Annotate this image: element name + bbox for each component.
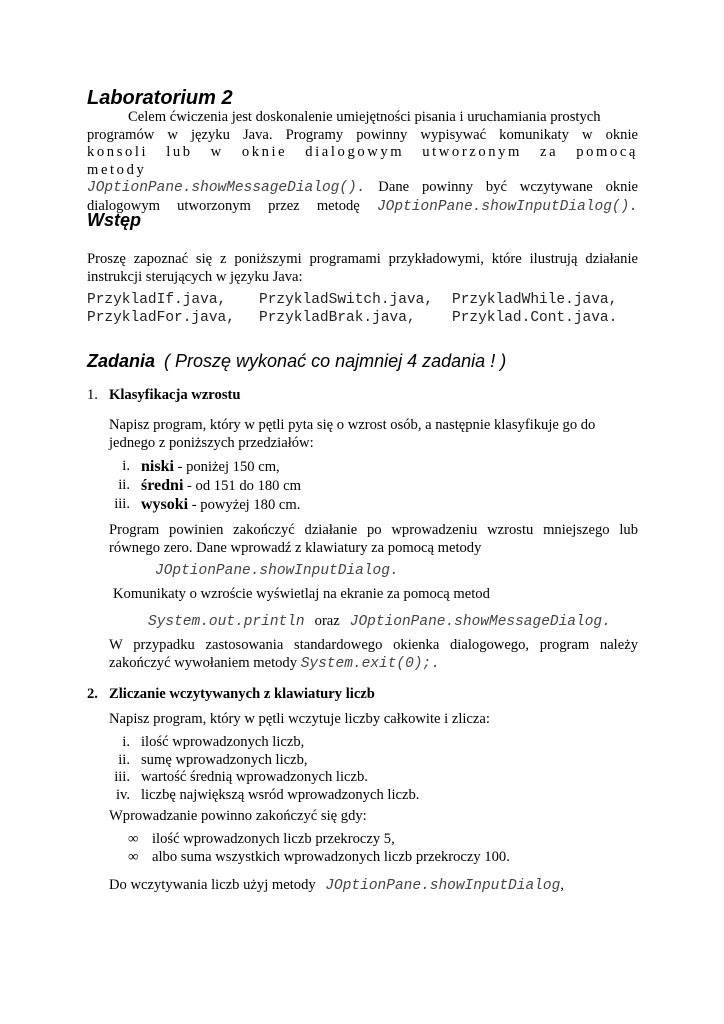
read-text: Do wczytywania liczb użyj metody — [109, 877, 320, 893]
wstep-heading: Wstęp — [87, 210, 141, 230]
task-1-input-method: JOptionPane.showInputDialog. — [155, 563, 399, 579]
list-item-text: liczbę największą wsród wprowadzonych liczb. — [141, 786, 420, 803]
intro-line-2: programów w języku Java. Programy powinny wypisywać komunikaty w oknie — [87, 126, 638, 143]
list-item — [100, 496, 400, 515]
file-przyklad-if: PrzykladIf.java, — [87, 292, 227, 308]
intro-line-5-text: dialogowym utworzonym przez metodę — [87, 197, 377, 214]
read-tail: , — [560, 877, 564, 893]
show-input-dialog-code: JOptionPane.showInputDialog(). — [376, 198, 638, 215]
class-sredni: średni — [141, 477, 184, 494]
show-message-dialog-code: JOptionPane.showMessageDialog(). — [87, 180, 366, 196]
list-number: i. — [122, 458, 130, 474]
list-number: iii. — [114, 496, 130, 512]
task-1-output-methods — [148, 612, 611, 631]
class-niski-range: - poniżej 150 cm, — [173, 459, 280, 475]
file-przyklad-while: PrzykladWhile.java, — [452, 292, 618, 308]
zadania-heading-row — [87, 350, 506, 372]
list-item-text: wartość średnią wprowadzonych liczb. — [141, 769, 368, 785]
task-2-list — [100, 734, 500, 804]
file-przyklad-brak: PrzykladBrak.java, — [259, 310, 416, 326]
list-item — [100, 458, 400, 477]
task-2-title: Zliczanie wczytywanych z klawiatury liczb — [109, 686, 375, 702]
list-item — [100, 477, 400, 496]
page-title: Laboratorium 2 — [87, 87, 233, 109]
file-przyklad-for: PrzykladFor.java, — [87, 310, 235, 326]
list-number: iv. — [115, 786, 130, 803]
task-2-description: Napisz program, który w pętli wczytuje liczby całkowite i zlicza: — [109, 711, 490, 727]
list-number: ii. — [118, 477, 130, 493]
intro-line-4-text: Dane powinny być wczytywane oknie — [365, 179, 638, 195]
list-number: iii. — [114, 769, 130, 785]
intro-paragraph — [87, 109, 638, 216]
zadania-heading: Zadania — [87, 351, 156, 371]
read-method-code: JOptionPane.showInputDialog — [325, 878, 561, 894]
bullet-text: ilość wprowadzonych liczb przekroczy 5, — [152, 831, 395, 847]
task-1-number: 1. — [87, 387, 98, 403]
list-item — [100, 787, 500, 805]
list-number: ii. — [118, 751, 130, 768]
task-2-stop-text: Wprowadzanie powinno zakończyć się gdy: — [109, 808, 367, 824]
task-1-title: Klasyfikacja wzrostu — [109, 387, 241, 403]
message-dialog-code: JOptionPane.showMessageDialog. — [349, 614, 611, 630]
intro-line-1: Celem ćwiczenia jest doskonalenie umiejętności pisania i uruchamiania prostych — [128, 109, 601, 125]
zadania-subheading: ( Proszę wykonać co najmniej 4 zadania ! ) — [164, 351, 507, 371]
intro-line-3: konsoli lub w oknie dialogowym utworzonym za pomocą metody — [87, 144, 638, 178]
file-przyklad-switch: PrzykladSwitch.java, — [259, 292, 434, 308]
task-2-read-method — [109, 876, 564, 895]
task-2-bullets — [128, 831, 578, 871]
infinity-bullet-icon: ∞ — [128, 831, 139, 847]
list-item — [128, 849, 578, 867]
class-niski: niski — [141, 458, 174, 475]
system-exit-code: System.exit(0);. — [300, 655, 440, 672]
task-1-display-text: Komunikaty o wzroście wyświetlaj na ekranie za pomocą metod — [113, 586, 490, 602]
exit-text: W przypadku zastosowania standardowego okienka dialogowego, program należy zakończyć wywołaniem metody — [109, 637, 638, 671]
intro-line-5 — [87, 198, 638, 217]
list-item — [100, 752, 500, 770]
class-wysoki: wysoki — [141, 496, 189, 513]
task-2-number: 2. — [87, 686, 98, 702]
list-item-text: ilość wprowadzonych liczb, — [141, 734, 305, 750]
file-przyklad-cont: Przyklad.Cont.java. — [452, 310, 618, 326]
wstep-paragraph: Proszę zapoznać się z poniższymi programami przykładowymi, które ilustrują działanie instrukcji sterujących w języku Java: — [87, 251, 638, 285]
list-item — [128, 831, 578, 849]
infinity-bullet-icon: ∞ — [128, 849, 139, 865]
task-1-exit-text — [109, 637, 638, 673]
list-number: i. — [122, 734, 130, 750]
println-code: System.out.println — [148, 614, 305, 630]
list-item — [100, 769, 500, 787]
intro-line-4 — [87, 179, 638, 198]
list-item — [100, 734, 500, 752]
task-1-end-condition: Program powinien zakończyć działanie po wprowadzeniu wzrostu mniejszego lub równego zero. Dane wprowadź z klawiatury za pomocą metody — [109, 522, 638, 556]
task-1-list — [100, 458, 400, 518]
bullet-text: albo suma wszystkich wprowadzonych liczb przekroczy 100. — [152, 849, 510, 865]
oraz-text: oraz — [314, 613, 340, 629]
class-sredni-range: - od 151 do 180 cm — [183, 478, 301, 494]
task-1-description: Napisz program, który w pętli pyta się o wzrost osób, a następnie klasyfikuje go do jednego z poniższych przedziałów: — [109, 417, 596, 451]
class-wysoki-range: - powyżej 180 cm. — [188, 497, 301, 513]
list-item-text: sumę wprowadzonych liczb, — [141, 751, 308, 768]
